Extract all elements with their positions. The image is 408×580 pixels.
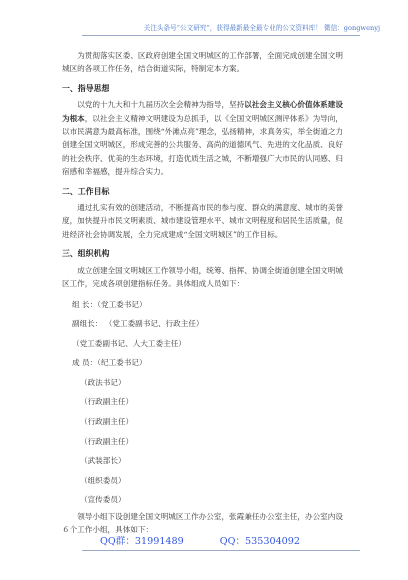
- document-body: [62, 49, 350, 537]
- guiding-ideology-bold-text: 以社会主义核心价值体系建设为根本: [62, 100, 343, 123]
- guiding-ideology-text-rest: ，以社会主义精神文明建设为总抓手，以《全国文明城区测评体系》为导向，以市民满意为最高标准，围绕“外滩点亮”理念，弘扬精神，求真务实，举全街道之力创建全国文明城区，形成完善的公共服务、高尚的道德风气、先进的文化品质、良好的社会秩序、优美的生态环境，打造优质生活之城，不断增强广大市民的认同感、归宿感和幸福感，提升综合实力。: [62, 113, 344, 177]
- roster-member-head: 成 员：（纪工委书记）: [72, 358, 147, 368]
- guiding-ideology-paragraph: [62, 98, 350, 178]
- section-heading-guiding-ideology: 一、指导思想: [62, 83, 110, 93]
- intro-paragraph: 为贯彻落实区委、区政府创建全国文明城区的工作部署，全面完成创建全国文明城区的各项工作任务，结合街道实际，特制定本方案。: [62, 51, 343, 74]
- roster-member: （组织委员）: [80, 475, 126, 485]
- roster-member: （行政副主任）: [80, 397, 134, 407]
- roster-member: （行政副主任）: [80, 417, 134, 427]
- footer-qq: QQ：535304092: [219, 536, 300, 547]
- section-heading-organization: 三、组织机构: [62, 249, 110, 259]
- page-footer: [100, 533, 300, 547]
- header-divider: [82, 35, 360, 36]
- roster-member: （政法书记）: [80, 377, 126, 387]
- work-goals-paragraph: 通过扎实有效的创建活动，不断提高市民的参与度、群众的满意度、城市的美誉度，加快提升市民文明素质、城市建设管理水平、城市文明程度和居民生活质量，促进经济社会协调发展，全力完成建成“全国文明城区”的工作目标。: [62, 203, 343, 239]
- organization-paragraph: 成立创建全国文明城区工作领导小组，统筹、指挥、协调全街道创建全国文明城区工作，完成各项创建指标任务。具体组成人员如下：: [62, 265, 343, 289]
- roster-member: （宣传委员）: [80, 495, 126, 505]
- roster-vice-leader-2: （党工委副书记、人大工委主任）: [72, 338, 186, 348]
- page-header: 关注头条号“公文研究”，获得最新最全最专业的公文资料库！ 微信：gongwenyj: [143, 24, 380, 32]
- footer-qq-group: QQ群：31991489: [100, 536, 184, 547]
- roster-vice-leader-1: 副组长： （党工委副书记、行政主任）: [72, 319, 204, 329]
- roster-member: （行政副主任）: [80, 436, 134, 446]
- guiding-ideology-text-start: 以党的十九大和十九届历次全会精神为指导，坚持: [77, 100, 245, 110]
- section-heading-work-goals: 二、工作目标: [62, 186, 110, 196]
- roster-leader: 组 长：（党工委书记）: [72, 299, 147, 309]
- roster-member: （武装部长）: [80, 456, 126, 466]
- office-paragraph: 领导小组下设创建全国文明城区工作办公室，张霞兼任办公室主任，办公室内设６个工作小组，具体如下：: [62, 512, 343, 535]
- footer-divider: [82, 550, 360, 551]
